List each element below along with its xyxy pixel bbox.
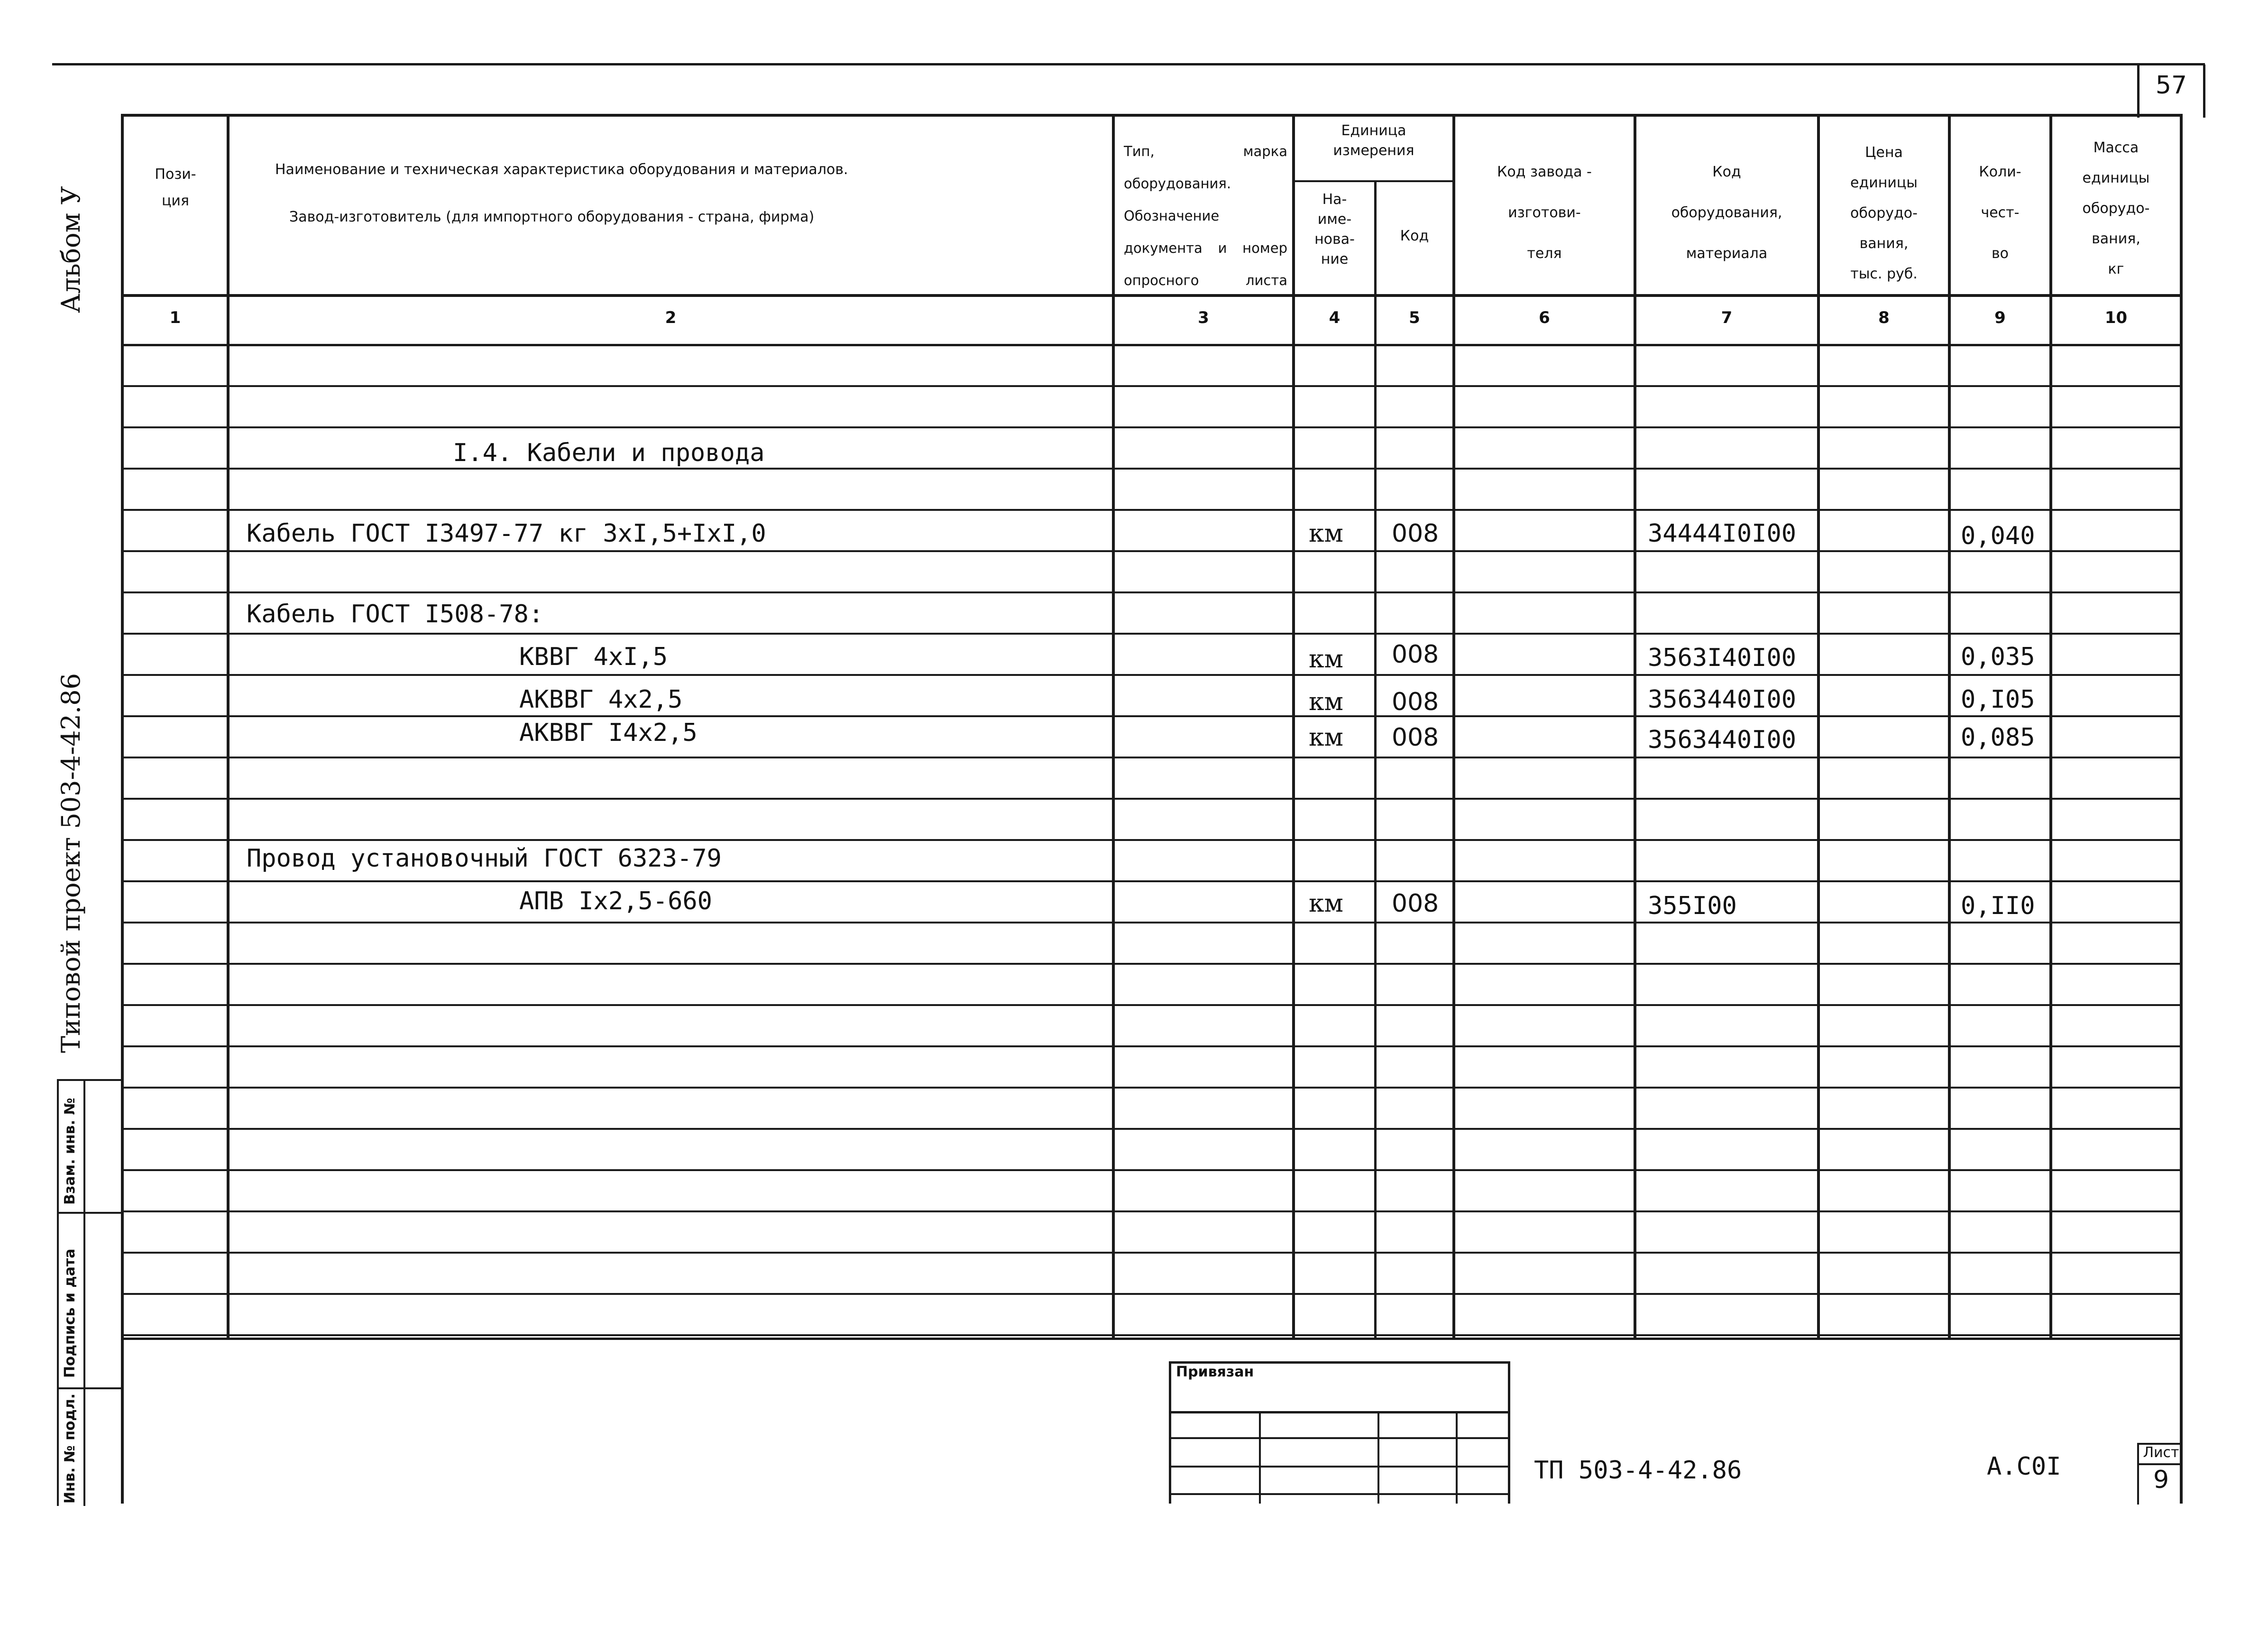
row-divider: [121, 1210, 2180, 1212]
col-border-7: [1817, 114, 1820, 1340]
header-unit-code: Код: [1400, 228, 1429, 244]
sheet-box-left: [2137, 1443, 2139, 1505]
header-equip-code: Код оборудования, материала: [1671, 164, 1782, 262]
stamp-v2: [1377, 1411, 1379, 1504]
row-divider: [121, 922, 2180, 923]
header-type: Тип, марка оборудования. Обозначение документа и номер опросного листа: [1124, 143, 1287, 288]
col-border-1: [227, 114, 230, 1340]
col-border-10: [2180, 114, 2183, 1504]
row-section-title: I.4. Кабели и провода: [453, 439, 765, 467]
album-label: Альбом У: [56, 186, 86, 313]
side-stamp-top: [57, 1079, 122, 1081]
vzam-inv-label: Взам. инв. №: [62, 1098, 78, 1205]
header-factory-code: Код завода - изготови- теля: [1497, 164, 1592, 262]
header-name-line2: Завод-изготовитель (для импортного оборудования - страна, фирма): [289, 209, 815, 225]
row-equip-code: 34444I0I00: [1648, 519, 1797, 548]
stamp-doc-code: ТП 503-4-42.86: [1534, 1456, 1742, 1485]
header-unit-group: Единица измерения: [1333, 122, 1414, 159]
row-unit-code: 008: [1392, 723, 1439, 752]
col-border-9: [2049, 114, 2052, 1340]
side-stamp-div2: [57, 1387, 122, 1389]
project-label: Типовой проект 503-4-42.86: [56, 673, 86, 1053]
row-unit: км: [1309, 889, 1343, 918]
row-equip-code: 3563I40I00: [1648, 644, 1797, 672]
colnum-2: 2: [665, 308, 677, 327]
row-divider: [121, 1169, 2180, 1171]
side-stamp-mid: [83, 1079, 85, 1506]
row-equip-code: 3563440I00: [1648, 726, 1797, 754]
row-divider: [121, 798, 2180, 800]
row-name: Провод установочный ГОСТ 6323-79: [247, 844, 722, 873]
row-qty: 0,II0: [1961, 892, 2035, 920]
table-top-border: [121, 114, 2180, 117]
col-border-2: [1112, 114, 1115, 1340]
page-number: 57: [2155, 71, 2187, 100]
row-unit-code: 008: [1392, 519, 1439, 548]
row-divider: [121, 633, 2180, 635]
row-unit: км: [1309, 645, 1343, 674]
header-qty: Коли- чест- во: [1979, 164, 2021, 262]
row-qty: 0,035: [1961, 643, 2035, 671]
colnum-10: 10: [2104, 308, 2128, 327]
page-box-right: [2203, 65, 2205, 118]
row-divider: [121, 1128, 2180, 1130]
row-divider: [121, 1293, 2180, 1295]
top-rule: [52, 63, 2205, 65]
row-qty: 0,085: [1961, 723, 2035, 752]
row-divider: [121, 1087, 2180, 1089]
stamp-section: А.С0I: [1987, 1452, 2061, 1481]
row-divider: [121, 757, 2180, 758]
row-qty: 0,I05: [1961, 685, 2035, 714]
header-mass: Масса единицы оборудо- вания, кг: [2082, 139, 2150, 277]
sheet-box-mid: [2137, 1463, 2182, 1465]
col-border-4: [1374, 180, 1377, 1340]
row-name: АКВВГ I4х2,5: [519, 719, 698, 747]
row-divider: [121, 468, 2180, 470]
colnum-7: 7: [1721, 308, 1733, 327]
row-divider: [121, 839, 2180, 841]
col-border-3: [1292, 114, 1295, 1340]
row-divider: [121, 963, 2180, 965]
stamp-v1: [1259, 1411, 1261, 1504]
row-divider: [121, 1045, 2180, 1047]
row-divider: [121, 1252, 2180, 1254]
header-price: Цена единицы оборудо- вания, тыс. руб.: [1850, 144, 1918, 282]
colnum-9: 9: [1994, 308, 2006, 327]
colnum-5: 5: [1409, 308, 1420, 327]
row-name: АКВВГ 4х2,5: [519, 685, 683, 714]
row-name: Кабель ГОСТ I508-78:: [247, 600, 544, 628]
colnum-6: 6: [1539, 308, 1550, 327]
unit-group-divider: [1292, 180, 1452, 182]
row-unit-code: 008: [1392, 640, 1439, 669]
row-divider: [121, 1004, 2180, 1006]
col-border-5: [1452, 114, 1455, 1340]
header-unit-name: На- име- нова- ние: [1314, 191, 1355, 268]
stamp-left: [1169, 1361, 1171, 1504]
row-name: КВВГ 4хI,5: [519, 643, 668, 671]
inv-podl-label: Инв. № подл.: [62, 1393, 78, 1504]
colnum-3: 3: [1198, 308, 1209, 327]
header-name-line1: Наименование и техническая характеристика оборудования и материалов.: [275, 161, 848, 178]
row-unit: км: [1309, 688, 1343, 716]
row-divider: [121, 715, 2180, 717]
table-bottom-border: [121, 1338, 2180, 1340]
row-divider: [121, 880, 2180, 882]
header-pos: Пози- ция: [155, 166, 196, 209]
row-unit-code: 008: [1392, 688, 1439, 716]
row-equip-code: 3563440I00: [1648, 685, 1797, 714]
row-divider: [121, 426, 2180, 428]
colnum-4: 4: [1329, 308, 1341, 327]
colnum-8: 8: [1878, 308, 1890, 327]
row-unit-code: 008: [1392, 889, 1439, 918]
row-name: Кабель ГОСТ I3497-77 кг 3хI,5+IхI,0: [247, 519, 766, 548]
sheet-label: Лист: [2143, 1444, 2179, 1461]
stamp-v3: [1456, 1411, 1458, 1504]
colnum-bottom-border: [121, 344, 2180, 346]
row-divider: [121, 591, 2180, 593]
row-divider: [121, 674, 2180, 676]
row-divider: [121, 1334, 2180, 1336]
row-divider: [121, 550, 2180, 552]
colnum-1: 1: [169, 308, 181, 327]
podpis-data-label: Подпись и дата: [62, 1248, 78, 1378]
row-divider: [121, 509, 2180, 511]
stamp-line-3: [1169, 1466, 1510, 1468]
row-unit: км: [1309, 723, 1343, 752]
col-border-8: [1948, 114, 1951, 1340]
stamp-line-4: [1169, 1493, 1510, 1495]
stamp-line-1: [1169, 1411, 1510, 1413]
row-qty: 0,040: [1961, 522, 2035, 550]
stamp-right: [1508, 1361, 1510, 1504]
row-divider: [121, 385, 2180, 387]
side-stamp-div1: [57, 1212, 122, 1214]
sheet-number: 9: [2153, 1466, 2169, 1494]
row-unit: км: [1309, 519, 1343, 548]
row-equip-code: 355I00: [1648, 892, 1737, 920]
row-name: АПВ Iх2,5-660: [519, 887, 712, 915]
stamp-line-2: [1169, 1437, 1510, 1439]
stamp-privyazan: Привязан: [1176, 1364, 1254, 1380]
col-border-6: [1634, 114, 1636, 1340]
side-stamp-left: [57, 1079, 59, 1506]
